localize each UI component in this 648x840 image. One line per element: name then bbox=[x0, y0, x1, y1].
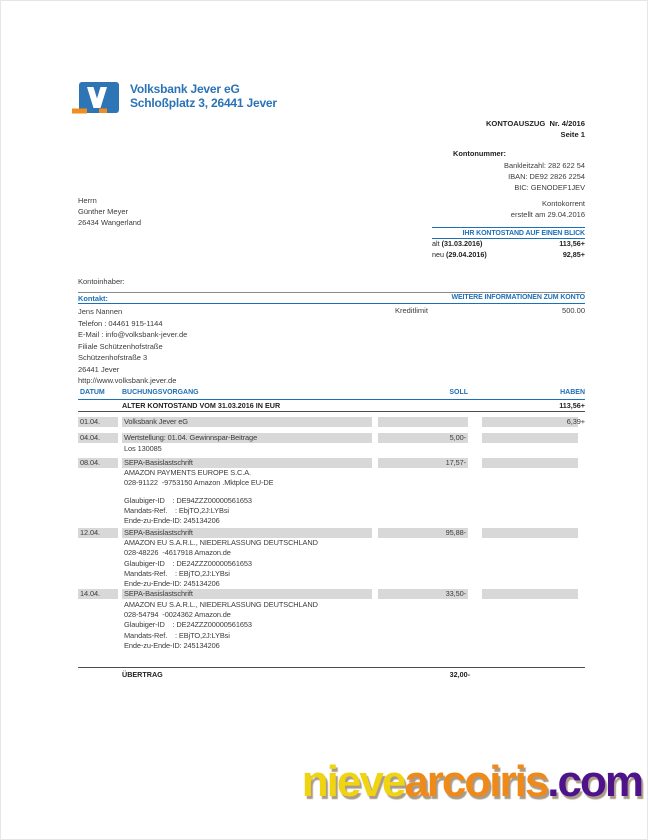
transaction-line bbox=[78, 496, 585, 506]
transaction-debit: 33,50- bbox=[378, 589, 468, 599]
transaction-debit: 17,57- bbox=[378, 458, 468, 468]
opening-balance-value: 113,56+ bbox=[559, 401, 585, 410]
transaction-detail: Glaubiger-ID : DE24ZZZ00000561653 bbox=[124, 620, 252, 630]
transaction-detail: Mandats-Ref. : EBjTO,2J:LYBsi bbox=[124, 568, 230, 578]
recipient-city: 26434 Wangerland bbox=[78, 218, 142, 227]
volksbank-logo-icon bbox=[72, 82, 120, 116]
contact-title: Kontakt: bbox=[78, 294, 108, 303]
transaction-detail: 028-54794 -0024362 Amazon.de bbox=[124, 610, 231, 620]
transaction-detail: Mandats-Ref. : EbjTO,2J:LYBsi bbox=[124, 506, 229, 516]
account-number-label: Kontonummer: bbox=[453, 149, 506, 158]
recipient-salutation: Herrn bbox=[78, 196, 97, 205]
balance-old-label: alt (31.03.2016) bbox=[432, 239, 483, 248]
iban-line: IBAN: DE92 2826 2254 bbox=[508, 172, 585, 181]
transaction-row bbox=[78, 528, 585, 590]
header-haben: HABEN bbox=[560, 389, 585, 396]
transaction-credit-bar bbox=[482, 589, 578, 599]
transaction-line bbox=[78, 641, 585, 651]
transaction-rows bbox=[78, 417, 585, 651]
transaction-detail: 028-91122 -9753150 Amazon .Mktplce EU-DE bbox=[124, 478, 274, 488]
watermark-part3: .com bbox=[547, 757, 642, 806]
transaction-detail: Ende-zu-Ende-ID: 245134206 bbox=[124, 516, 220, 526]
transaction-credit-bar bbox=[482, 458, 578, 468]
opening-balance-row bbox=[78, 400, 585, 412]
transaction-line bbox=[78, 610, 585, 620]
transaction-description: SEPA-Basislastschrift bbox=[122, 528, 372, 538]
opening-balance-label: ALTER KONTOSTAND VOM 31.03.2016 IN EUR bbox=[122, 401, 281, 410]
recipient-address bbox=[78, 195, 141, 228]
transaction-date: 14.04. bbox=[78, 589, 118, 599]
transaction-detail: Los 130085 bbox=[124, 443, 162, 453]
transaction-row bbox=[78, 417, 585, 427]
table-header-row bbox=[78, 388, 585, 400]
balance-overview-box bbox=[432, 227, 585, 260]
transaction-line bbox=[78, 468, 585, 478]
transaction-credit-bar bbox=[482, 528, 578, 538]
transaction-credit: 6,39+ bbox=[566, 417, 585, 426]
transaction-detail: Mandats-Ref. : EBjTO,2J:LYBsi bbox=[124, 630, 230, 640]
bank-name: Volksbank Jever eG bbox=[130, 82, 240, 96]
account-holder-label: Kontoinhaber: bbox=[78, 277, 125, 286]
transaction-debit bbox=[378, 417, 468, 427]
transaction-line bbox=[78, 506, 585, 516]
transaction-detail: Glaubiger-ID : DE24ZZZ00000561653 bbox=[124, 558, 252, 568]
watermark bbox=[302, 758, 642, 806]
balance-old-value: 113,56+ bbox=[559, 239, 585, 248]
account-info-title: WEITERE INFORMATIONEN ZUM KONTO bbox=[451, 294, 585, 301]
contact-line: Filiale Schützenhofstraße bbox=[78, 341, 163, 351]
transaction-description: SEPA-Basislastschrift bbox=[122, 589, 372, 599]
transaction-line bbox=[78, 444, 585, 454]
transaction-debit: 95,88- bbox=[378, 528, 468, 538]
transaction-detail: 028-48226 -4617918 Amazon.de bbox=[124, 548, 231, 558]
transaction-date: 12.04. bbox=[78, 528, 118, 538]
statement-number: Nr. 4/2016 bbox=[549, 119, 585, 128]
transaction-line bbox=[78, 620, 585, 630]
header-soll: SOLL bbox=[449, 389, 468, 396]
account-type: Kontokorrent bbox=[542, 199, 585, 208]
transaction-row bbox=[78, 589, 585, 651]
account-meta bbox=[504, 160, 585, 193]
transaction-row bbox=[78, 458, 585, 527]
transaction-line bbox=[78, 417, 585, 427]
transaction-detail: Glaubiger-ID : DE94ZZZ00000561653 bbox=[124, 495, 252, 505]
statement-page-number: Seite 1 bbox=[560, 130, 585, 139]
created-date: erstellt am 29.04.2016 bbox=[510, 210, 585, 219]
contact-section bbox=[78, 292, 585, 387]
transaction-line bbox=[78, 569, 585, 579]
contact-section-header bbox=[78, 292, 585, 304]
bank-address: Schloßplatz 3, 26441 Jever bbox=[130, 95, 277, 110]
transaction-debit: 5,00- bbox=[378, 433, 468, 443]
balance-row-new bbox=[432, 250, 585, 261]
transaction-line bbox=[78, 528, 585, 538]
bank-code-line: Bankleitzahl: 282 622 54 bbox=[504, 161, 585, 170]
header-buchungsvorgang: BUCHUNGSVORGANG bbox=[122, 389, 199, 396]
contact-line: 26441 Jever bbox=[78, 364, 120, 374]
transaction-line bbox=[78, 589, 585, 599]
contact-line: http://www.volksbank.jever.de bbox=[78, 376, 177, 385]
account-type-block bbox=[511, 198, 585, 220]
transaction-description: Volksbank Jever eG bbox=[122, 417, 372, 427]
transaction-credit-bar bbox=[482, 433, 578, 443]
transaction-line bbox=[78, 559, 585, 569]
transaction-detail: Ende-zu-Ende-ID: 245134206 bbox=[124, 579, 220, 589]
contact-line: Jens Nannen bbox=[78, 307, 123, 316]
watermark-part1: nieve bbox=[301, 757, 405, 806]
transaction-line bbox=[78, 600, 585, 610]
transaction-line bbox=[78, 631, 585, 641]
balance-new-label: neu (29.04.2016) bbox=[432, 249, 487, 259]
transaction-line bbox=[78, 433, 585, 443]
contact-line: E-Mail : info@volksbank-jever.de bbox=[78, 330, 188, 339]
transaction-detail: AMAZON EU S.A.R.L., NIEDERLASSUNG DEUTSCHLAND bbox=[124, 537, 318, 547]
transaction-line bbox=[78, 489, 585, 496]
transaction-date: 04.04. bbox=[78, 433, 118, 443]
transaction-line bbox=[78, 458, 585, 468]
header-datum: DATUM bbox=[80, 389, 105, 396]
credit-limit-value: 500.00 bbox=[562, 306, 585, 315]
transaction-line bbox=[78, 538, 585, 548]
contact-line: Telefon : 04461 915-1144 bbox=[78, 318, 163, 328]
transaction-date: 01.04. bbox=[78, 417, 118, 427]
transaction-line bbox=[78, 548, 585, 558]
transaction-line bbox=[78, 516, 585, 526]
transaction-detail: AMAZON EU S.A.R.L., NIEDERLASSUNG DEUTSCHLAND bbox=[124, 599, 318, 609]
statement-title-line bbox=[486, 118, 585, 129]
transaction-line bbox=[78, 579, 585, 589]
contact-line: Schützenhofstraße 3 bbox=[78, 353, 148, 362]
balance-row-old bbox=[432, 239, 585, 250]
recipient-name: Günther Meyer bbox=[78, 207, 129, 216]
statement-header bbox=[486, 118, 585, 140]
transaction-description: SEPA-Basislastschrift bbox=[122, 458, 372, 468]
transaction-date: 08.04. bbox=[78, 458, 118, 468]
carryover-value: 32,00- bbox=[449, 670, 470, 680]
contact-lines bbox=[78, 306, 585, 387]
transactions-table bbox=[78, 388, 585, 680]
transaction-detail: Ende-zu-Ende-ID: 245134206 bbox=[124, 640, 220, 650]
bic-line: BIC: GENODEF1JEV bbox=[514, 183, 585, 192]
carryover-row bbox=[78, 667, 585, 680]
statement-title: KONTOAUSZUG bbox=[485, 119, 546, 128]
watermark-part2: arcoiris bbox=[404, 757, 548, 806]
balance-overview-title: IHR KONTOSTAND AUF EINEN BLICK bbox=[432, 227, 585, 239]
transaction-detail: AMAZON PAYMENTS EUROPE S.C.A. bbox=[124, 468, 252, 478]
bank-logo-block bbox=[72, 82, 277, 116]
balance-new-value: 92,85+ bbox=[562, 249, 585, 259]
transaction-row bbox=[78, 433, 585, 454]
transaction-description: Wertstellung: 01.04. Gewinnspar-Beitrage bbox=[122, 433, 372, 443]
carryover-label: ÜBERTRAG bbox=[122, 670, 163, 680]
credit-limit-label: Kreditlimit bbox=[395, 306, 428, 315]
transaction-line bbox=[78, 478, 585, 488]
